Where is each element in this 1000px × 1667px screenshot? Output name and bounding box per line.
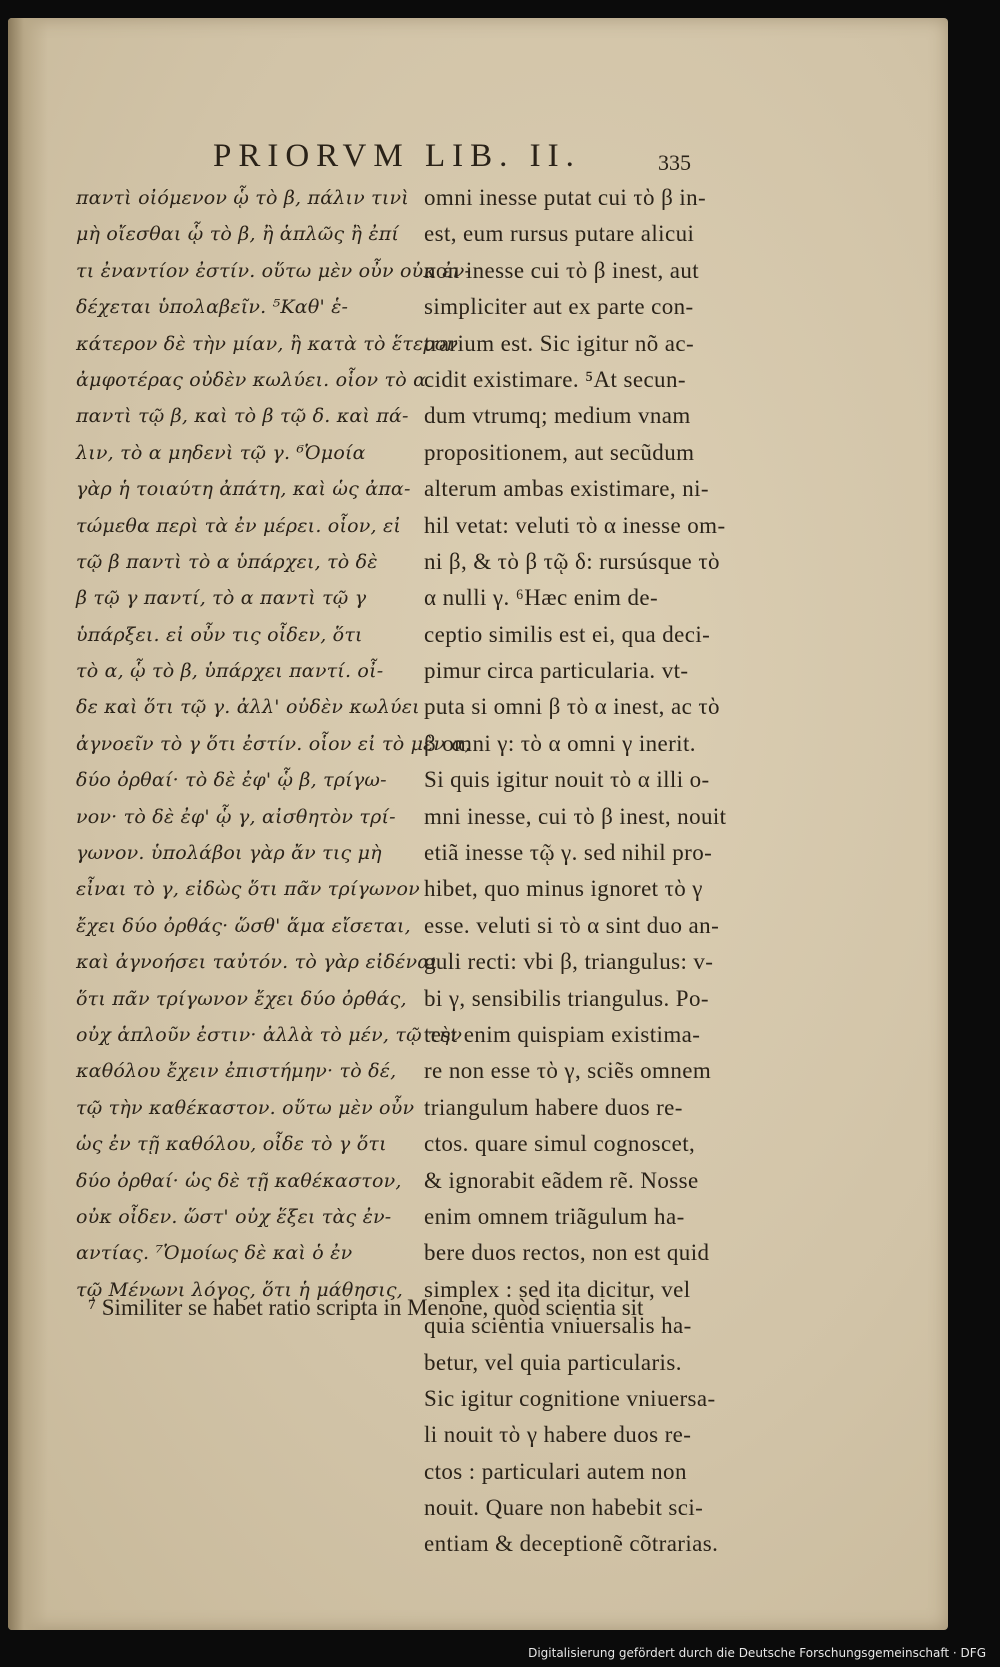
latin-text-line: cidit existimare. ⁵At secun- bbox=[424, 366, 686, 392]
greek-text-column bbox=[76, 180, 472, 1308]
latin-text-line: simpliciter aut ex parte con- bbox=[424, 294, 694, 320]
greek-text-line: ἀμφοτέρας οὐδὲν κωλύει. οἷον τὸ α bbox=[76, 368, 427, 391]
greek-text-line: δέχεται ὑπολαβεῖν. ⁵Καθ' ἑ- bbox=[76, 296, 349, 319]
greek-text-line: ὅτι πᾶν τρίγωνον ἔχει δύο ὀρθάς, bbox=[76, 987, 407, 1010]
latin-text-line: omni inesse putat cui τὸ β in- bbox=[424, 185, 707, 210]
latin-text-line: ctos. quare simul cognoscet, bbox=[424, 1131, 696, 1157]
page-gutter-shadow bbox=[8, 18, 48, 1630]
greek-text-line: ἔχει δύο ὀρθάς· ὥσθ' ἅμα εἴσεται, bbox=[76, 914, 411, 937]
latin-text-line: betur, vel quia particularis. bbox=[424, 1349, 682, 1375]
greek-text-line: ἀγνοεῖν τὸ γ ὅτι ἐστίν. οἷον εἰ τὸ μὲν α, bbox=[76, 732, 471, 755]
page-number: 335 bbox=[658, 150, 691, 175]
latin-text-line: Si quis igitur nouit τὸ α illi o- bbox=[424, 767, 710, 793]
greek-text-line: οὐκ οἶδεν. ὥστ' οὐχ ἕξει τὰς ἐν- bbox=[76, 1205, 392, 1228]
latin-text-line: ceptio similis est ei, qua deci- bbox=[424, 621, 711, 647]
latin-text-line: non inesse cui τὸ β inest, aut bbox=[424, 257, 700, 283]
digitization-credit: Digitalisierung gefördert durch die Deutsche Forschungsgemeinschaft · DFG bbox=[528, 1646, 986, 1660]
greek-text-line: τῷ Μένωνι λόγος, ὅτι ἡ μάθησις, bbox=[76, 1278, 403, 1301]
greek-text-line: καθόλου ἔχειν ἐπιστήμην· τὸ δέ, bbox=[76, 1060, 397, 1083]
latin-text-line: entiam & deceptionẽ cõtrarias. bbox=[424, 1531, 719, 1557]
latin-text-line: quia scientia vniuersalis ha- bbox=[424, 1313, 692, 1339]
latin-text-line: esse. veluti si τὸ α sint duo an- bbox=[424, 912, 720, 938]
greek-text-line: κάτερον δὲ τὴν μίαν, ἢ κατὰ τὸ ἕτερον bbox=[76, 332, 459, 355]
latin-text-line: mni inesse, cui τὸ β inest, nouit bbox=[424, 803, 727, 829]
greek-text-line: παντὶ οἰόμενον ᾧ τὸ β, πάλιν τινὶ bbox=[76, 187, 409, 209]
greek-text-line: οὐχ ἁπλοῦν ἐστιν· ἀλλὰ τὸ μέν, τῷ τὴν bbox=[76, 1023, 463, 1046]
greek-text-line: παντὶ τῷ β, καὶ τὸ β τῷ δ. καὶ πά- bbox=[76, 405, 409, 428]
latin-text-line: trarium est. Sic igitur nõ ac- bbox=[424, 330, 695, 356]
greek-text-line: τώμεθα περὶ τὰ ἐν μέρει. οἷον, εἰ bbox=[76, 514, 402, 537]
greek-text-line: εἶναι τὸ γ, εἰδὼς ὅτι πᾶν τρίγωνον bbox=[76, 878, 420, 901]
greek-text-line: δε καὶ ὅτι τῷ γ. ἀλλ' οὐδὲν κωλύει bbox=[76, 696, 420, 719]
latin-text-line: ctos : particulari autem non bbox=[424, 1458, 687, 1484]
greek-text-line: λιν, τὸ α μηδενὶ τῷ γ. ⁶Ὁμοία bbox=[76, 441, 366, 464]
greek-text-line: τῷ τὴν καθέκαστον. οὕτω μὲν οὖν bbox=[76, 1096, 415, 1119]
greek-text-line: τι ἐναντίον ἐστίν. οὕτω μὲν οὖν οὐκ ἐν- bbox=[76, 259, 472, 282]
latin-text-line: α nulli γ. ⁶Hæc enim de- bbox=[424, 585, 659, 611]
greek-text-line: ὑπάρξει. εἰ οὖν τις οἶδεν, ὅτι bbox=[76, 623, 363, 646]
latin-text-line: β omni γ: τὸ α omni γ inerit. bbox=[424, 730, 696, 756]
latin-text-line: enim omnem triãgulum ha- bbox=[424, 1203, 685, 1229]
greek-text-line: δύο ὀρθαί· τὸ δὲ ἐφ' ᾧ β, τρίγω- bbox=[76, 769, 387, 792]
latin-text-line: & ignorabit eãdem rẽ. Nosse bbox=[424, 1167, 699, 1193]
greek-text-line: γὰρ ἡ τοιαύτη ἀπάτη, καὶ ὡς ἀπα- bbox=[76, 478, 411, 501]
greek-text-line: β τῷ γ παντί, τὸ α παντὶ τῷ γ bbox=[76, 587, 367, 610]
latin-text-line: nouit. Quare non habebit sci- bbox=[424, 1495, 704, 1521]
latin-text-line: triangulum habere duos re- bbox=[424, 1094, 683, 1120]
latin-text-line: hibet, quo minus ignoret τὸ γ bbox=[424, 876, 703, 902]
greek-text-line: τῷ β παντὶ τὸ α ὑπάρχει, τὸ δὲ bbox=[76, 550, 378, 573]
greek-text-line: γωνον. ὑπολάβοι γὰρ ἄν τις μὴ bbox=[76, 842, 382, 865]
latin-text-column bbox=[424, 180, 779, 1563]
latin-text-line: ni β, & τὸ β τῷ δ: rursúsque τὸ bbox=[424, 548, 720, 574]
running-head-title: PRIORVM LIB. II. bbox=[213, 138, 581, 174]
book-page bbox=[8, 18, 948, 1630]
latin-text-line: est, eum rursus putare alicui bbox=[424, 221, 695, 247]
latin-text-line: Sic igitur cognitione vniuersa- bbox=[424, 1385, 716, 1411]
latin-text-line: re non esse τὸ γ, sciẽs omnem bbox=[424, 1058, 712, 1084]
greek-text-line: μὴ οἴεσθαι ᾧ τὸ β, ἢ ἁπλῶς ἢ ἐπί bbox=[76, 223, 400, 246]
running-head bbox=[8, 138, 948, 178]
greek-text-line: τὸ α, ᾧ τὸ β, ὑπάρχει παντί. οἶ- bbox=[76, 660, 384, 683]
latin-text-line: alterum ambas existimare, ni- bbox=[424, 476, 709, 502]
greek-text-line: αντίας. ⁷Ὁμοίως δὲ καὶ ὁ ἐν bbox=[76, 1242, 353, 1265]
latin-text-line: bere duos rectos, non est quid bbox=[424, 1240, 710, 1266]
latin-text-line: li nouit τὸ γ habere duos re- bbox=[424, 1422, 692, 1448]
catchword-line: ⁷ Similiter se habet ratio scripta in Menone, quòd scientia sit bbox=[88, 1295, 644, 1320]
latin-text-line: etiã inesse τῷ γ. sed nihil pro- bbox=[424, 840, 713, 866]
greek-text-line: ὡς ἐν τῇ καθόλου, οἶδε τὸ γ ὅτι bbox=[76, 1133, 387, 1156]
latin-text-line: puta si omni β τὸ α inest, ac τὸ bbox=[424, 694, 720, 720]
latin-text-line: simplex : sed ita dicitur, vel bbox=[424, 1276, 691, 1302]
greek-text-line: καὶ ἀγνοήσει ταὐτόν. τὸ γὰρ εἰδέναι bbox=[76, 951, 438, 974]
latin-text-line: pimur circa particularia. vt- bbox=[424, 658, 689, 684]
greek-text-line: δύο ὀρθαί· ὡς δὲ τῇ καθέκαστον, bbox=[76, 1169, 402, 1192]
latin-text-line: guli recti: vbi β, triangulus: v- bbox=[424, 949, 714, 975]
latin-text-line: test enim quispiam existima- bbox=[424, 1021, 701, 1047]
latin-text-line: propositionem, aut secũdum bbox=[424, 439, 695, 465]
latin-text-line: bi γ, sensibilis triangulus. Po- bbox=[424, 985, 709, 1011]
latin-text-line: hil vetat: veluti τὸ α inesse om- bbox=[424, 512, 726, 538]
latin-text-line: dum vtrumq; medium vnam bbox=[424, 403, 691, 429]
greek-text-line: νον· τὸ δὲ ἐφ' ᾧ γ, αἰσθητὸν τρί- bbox=[76, 805, 396, 828]
